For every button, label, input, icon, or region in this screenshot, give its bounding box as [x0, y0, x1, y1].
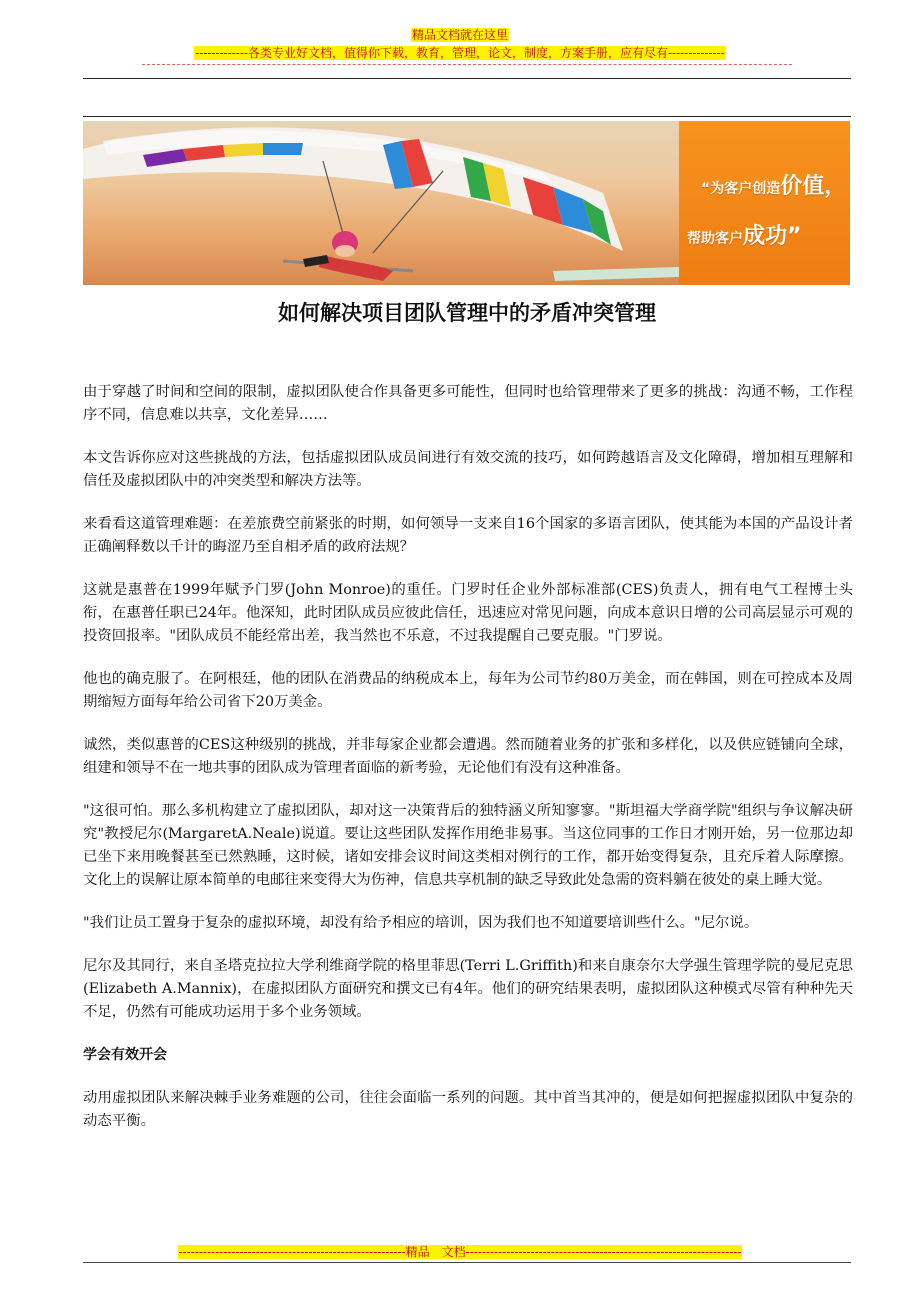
section-heading: 学会有效开会 — [83, 1047, 167, 1063]
slogan-line-2 — [687, 219, 801, 250]
banner-top-rule — [83, 116, 851, 117]
slogan-line-1-big: 价值， — [780, 174, 847, 199]
paragraph: 诚然，类似惠普的CES这种级别的挑战，并非每家企业都会遭遇。然而随着业务的扩张和多样化，以及供应链铺向全球，组建和领导不在一地共事的团队成为管理者面临的新考验，无论他们有没有这种准备。 — [83, 737, 853, 776]
header-tagline-text: -------------各类专业好文档，值得你下载，教育，管理，论文，制度，方案手册，应有尽有-------------- — [195, 46, 725, 60]
hang-glider-photo — [83, 121, 679, 285]
paragraph: 来看看这道管理难题：在差旅费空前紧张的时期，如何领导一支来自16个国家的多语言团队，使其能为本国的产品设计者正确阐释数以千计的晦涩乃至自相矛盾的政府法规？ — [83, 516, 853, 555]
header-tagline — [0, 42, 920, 61]
header-title-text: 精品文档就在这里 — [411, 28, 508, 42]
paragraph: "我们让员工置身于复杂的虚拟环境，却没有给予相应的培训，因为我们也不知道要培训些什么。"尼尔说。 — [83, 915, 759, 931]
slogan-line-2-small: 帮助客户 — [687, 231, 743, 247]
hang-glider-illustration — [83, 121, 679, 285]
slogan-line-2-big: 成功” — [743, 224, 802, 249]
footer-banner — [0, 1241, 920, 1260]
footer-rule — [83, 1262, 851, 1263]
article-title: 如何解决项目团队管理中的矛盾冲突管理 — [278, 301, 656, 325]
article-body — [83, 381, 853, 1153]
header-rule — [83, 78, 851, 79]
slogan-line-1-small: “为客户创造 — [701, 181, 781, 197]
paragraph: 他也的确克服了。在阿根廷，他的团队在消费品的纳税成本上，每年为公司节约80万美金，而在韩国，则在可控成本及周期缩短方面每年给公司省下20万美金。 — [83, 671, 853, 710]
paragraph: "这很可怕。那么多机构建立了虚拟团队，却对这一决策背后的独特涵义所知寥寥。"斯坦福大学商学院"组织与争议解决研究"教授尼尔(MargaretA.Neale)说道。要让这些团队发挥作用绝非易事。当这位同事的工作日才刚开始，另一位那边却已坐下来用晚餐甚至已然熟睡，这时候，诸如安排会议时间这类相对例行的工作，都开始变得复杂，且充斥着人际摩擦。文化上的误解让原本简单的电邮往来变得大为伤神，信息共享机制的缺乏导致此处急需的资料躺在彼处的桌上睡大觉。 — [83, 803, 853, 888]
paragraph: 这就是惠普在1999年赋予门罗(John Monroe)的重任。门罗时任企业外部标准部(CES)负责人，拥有电气工程博士头衔，在惠普任职已24年。他深知，此时团队成员应彼此信任，迅速应对常见问题，向成本意识日增的公司高层显示可观的投资回报率。"团队成员不能经常出差，我当然也不乐意，不过我提醒自己要克服。"门罗说。 — [83, 582, 853, 644]
slogan-line-1 — [701, 169, 846, 200]
footer-text: --------------------------------------------------------精品 文档-------------------------------------------------------------------- — [178, 1245, 742, 1259]
header-title — [0, 24, 920, 43]
paragraph: 由于穿越了时间和空间的限制，虚拟团队使合作具备更多可能性，但同时也给管理带来了更多的挑战：沟通不畅，工作程序不同，信息难以共享，文化差异…… — [83, 384, 853, 423]
header-dashed-divider — [142, 64, 792, 73]
slogan-panel — [679, 121, 850, 285]
banner — [83, 121, 850, 285]
paragraph: 本文告诉你应对这些挑战的方法，包括虚拟团队成员间进行有效交流的技巧，如何跨越语言及文化障碍，增加相互理解和信任及虚拟团队中的冲突类型和解决方法等。 — [83, 450, 853, 489]
paragraph: 动用虚拟团队来解决棘手业务难题的公司，往往会面临一系列的问题。其中首当其冲的，便是如何把握虚拟团队中复杂的动态平衡。 — [83, 1090, 853, 1129]
paragraph: 尼尔及其同行，来自圣塔克拉拉大学利维商学院的格里菲思(Terri L.Griffith)和来自康奈尔大学强生管理学院的曼尼克思(Elizabeth A.Mannix)，在虚拟团队方面研究和撰文已有4年。他们的研究结果表明，虚拟团队这种模式尽管有种种先天不足，仍然有可能成功运用于多个业务领域。 — [83, 958, 853, 1020]
